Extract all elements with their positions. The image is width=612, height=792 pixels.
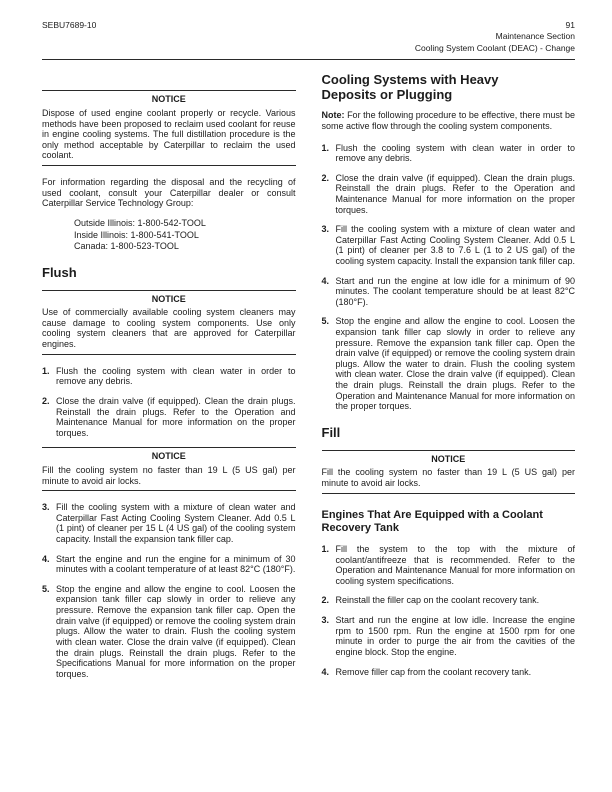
step-number: 4. xyxy=(321,275,330,286)
step-text: Stop the engine and allow the engine to cool. Loosen the expansion tank filler cap slowly in order to relieve any pressure. Remove the expansion tank filler cap. Open the drain valve (if equipped) or remove the cooling system drain plugs. Allow the water to drain. Flush the cooling system with clean water. Close the drain valve (if equipped). Clean the drain plugs. Reinstall the drain plugs. Refer to the Specifications Manual for more information on the proper torques. xyxy=(56,583,296,679)
notice-box-cleaners xyxy=(42,290,296,355)
step-number: 3. xyxy=(321,615,330,626)
step-number: 1. xyxy=(42,365,50,376)
notice-bottom-rule xyxy=(42,165,296,166)
notice-top-rule xyxy=(42,290,296,291)
notice-label: NOTICE xyxy=(151,451,186,462)
subsection-title: Cooling System Coolant (DEAC) - Change xyxy=(414,42,575,53)
step-number: 1. xyxy=(321,544,330,555)
heading-coolant-recovery-tank: Engines That Are Equipped with a Coolant Recovery Tank xyxy=(321,508,543,534)
step xyxy=(42,584,296,679)
step-number: 1. xyxy=(321,142,330,153)
step-number: 2. xyxy=(321,595,330,606)
step-text: Fill the cooling system with a mixture of clean water and Caterpillar Fast Acting Cooling System Cleaner. Add 0.5 L (1 pint) of cleaner per 15 L (4 US gal) of the cooling system capacity. Install the expansion tank filler cap. xyxy=(56,502,296,545)
step-number: 3. xyxy=(42,502,50,513)
step xyxy=(42,396,296,438)
notice-box-fill-rate xyxy=(42,447,296,491)
notice-text: Dispose of used engine coolant properly or recycle. Various methods have been proposed to reclaim used coolant for reuse in engine cooling systems. The full distillation procedure is the only method acceptable by Caterpillar to reclaim the used coolant. xyxy=(42,108,296,161)
step xyxy=(42,502,296,544)
step-text: Start and run the engine at low idle. Increase the engine rpm to 1500 rpm. Run the engine at 1500 rpm for one minute in order to purge the air from the cavities of the engine block. Stop the engine. xyxy=(335,615,575,657)
heading-fill: Fill xyxy=(321,424,341,440)
step xyxy=(322,224,576,266)
heading-heavy-deposits: Cooling Systems with Heavy Deposits or Plugging xyxy=(321,72,499,103)
page-number: 91 xyxy=(565,20,575,30)
notice-bottom-rule xyxy=(322,493,576,494)
notice-bottom-rule xyxy=(42,354,296,355)
notice-top-rule xyxy=(42,447,296,448)
step xyxy=(42,554,296,575)
note-label: Note: xyxy=(321,110,345,121)
notice-label: NOTICE xyxy=(151,293,186,304)
step-text: Flush the cooling system with clean water in order to remove any debris. xyxy=(335,142,575,164)
step-text: Fill the system to the top with the mixture of coolant/antifreeze that is recommended. Refer to the Operation and Maintenance Manual for more information on cooling system specifications. xyxy=(335,544,575,586)
step-number: 3. xyxy=(321,224,330,235)
step-text: Reinstall the filler cap on the coolant recovery tank. xyxy=(335,595,540,606)
notice-text: Fill the cooling system no faster than 19 L (5 US gal) per minute to avoid air locks. xyxy=(321,467,575,489)
step-text: Start the engine and run the engine for a minimum of 30 minutes with a coolant temperature of at least 82°C (180°F). xyxy=(56,553,296,575)
left-column xyxy=(42,64,296,688)
notice-label: NOTICE xyxy=(151,94,186,105)
step xyxy=(42,366,296,387)
step xyxy=(322,316,576,411)
step-number: 2. xyxy=(42,395,50,406)
step xyxy=(322,667,576,678)
note-text: For the following procedure to be effective, there must be some active flow through the cooling system components. xyxy=(321,110,575,131)
step xyxy=(322,276,576,308)
disposal-info-paragraph: For information regarding the disposal and the recycling of used coolant, consult your Caterpillar dealer or consult Caterpillar Service Technology Group: xyxy=(42,177,296,209)
note-paragraph xyxy=(322,110,576,131)
right-column xyxy=(322,64,576,688)
notice-bottom-rule xyxy=(42,490,296,491)
phone-line: Outside Illinois: 1-800-542-TOOL xyxy=(74,217,206,228)
step-number: 5. xyxy=(321,316,330,327)
step-text: Stop the engine and allow the engine to cool. Loosen the expansion tank filler cap slowly in order to relieve any pressure. Remove the expansion tank filler cap. Open the drain valve (if equipped) or remove the cooling system drain plugs. Allow the water to drain. Flush the cooling system with clean water. Close the drain valve (if equipped). Clean the drain plugs. Reinstall the drain plugs. Refer to the Operation and Maintenance Manual for more information on the proper torques. xyxy=(335,316,575,412)
phone-list xyxy=(74,218,296,252)
notice-top-rule xyxy=(42,90,296,91)
notice-box-disposal xyxy=(42,90,296,166)
step-text: Start and run the engine at low idle for a minimum of 90 minutes. The coolant temperature should be at least 82°C (180°F). xyxy=(335,275,575,307)
heading-flush: Flush xyxy=(42,264,77,280)
step xyxy=(322,595,576,606)
notice-box-fill-rate xyxy=(322,450,576,494)
step-text: Close the drain valve (if equipped). Clean the drain plugs. Reinstall the drain plugs. Refer to the Operation and Maintenance Manual for more information on the proper torques. xyxy=(335,172,575,215)
phone-line: Inside Illinois: 1-800-541-TOOL xyxy=(74,229,199,240)
notice-text: Fill the cooling system no faster than 19 L (5 US gal) per minute to avoid air locks. xyxy=(42,464,296,486)
step-number: 2. xyxy=(321,172,330,183)
step-number: 4. xyxy=(321,666,330,677)
step-text: Close the drain valve (if equipped). Clean the drain plugs. Reinstall the drain plugs. Refer to the Operation and Maintenance Manual for more information on the proper torques. xyxy=(56,395,296,438)
doc-code: SEBU7689-10 xyxy=(42,20,97,30)
notice-label: NOTICE xyxy=(431,453,466,464)
phone-line: Canada: 1-800-523-TOOL xyxy=(74,241,179,252)
header-right xyxy=(415,20,575,54)
step-text: Flush the cooling system with clean water in order to remove any debris. xyxy=(56,365,296,387)
step-text: Fill the cooling system with a mixture of clean water and Caterpillar Fast Acting Cooling System Cleaner. Add 0.5 L (1 pint) of cleaner per 3.8 to 7.6 L (1 to 2 US gal) of the cooling system capacity. Install the expansion tank filler cap. xyxy=(335,224,575,266)
step-number: 5. xyxy=(42,583,50,594)
notice-top-rule xyxy=(322,450,576,451)
step-text: Remove filler cap from the coolant recovery tank. xyxy=(335,666,532,677)
two-column-layout xyxy=(42,64,575,688)
page-header xyxy=(42,20,575,54)
step xyxy=(322,173,576,215)
step xyxy=(322,615,576,657)
header-rule xyxy=(42,59,575,60)
step-number: 4. xyxy=(42,553,50,564)
step xyxy=(322,544,576,586)
section-title: Maintenance Section xyxy=(495,31,575,42)
notice-text: Use of commercially available cooling system cleaners may cause damage to cooling system components. Use only cooling system cleaners that are approved for Caterpillar engines. xyxy=(42,307,296,350)
step xyxy=(322,143,576,164)
